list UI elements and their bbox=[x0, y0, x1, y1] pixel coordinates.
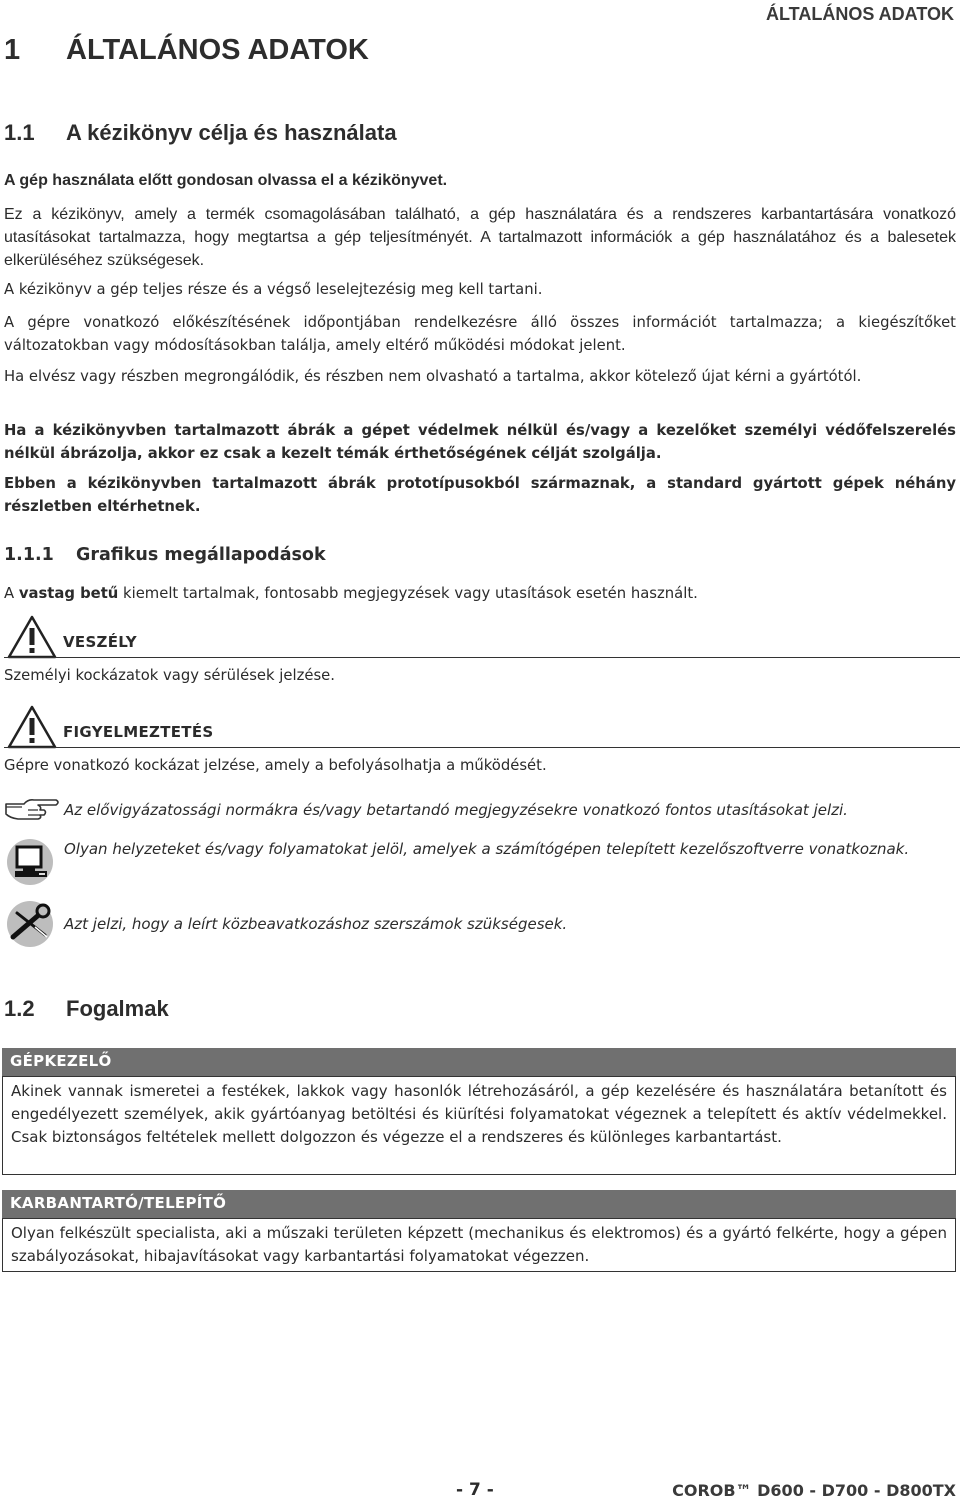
note-text-1: Az elővigyázatossági normákra és/vagy betartandó megjegyzésekre vonatkozó fontos utasításokat jelzi. bbox=[64, 801, 848, 819]
note-text-2: Olyan helyzeteket és/vagy folyamatokat jelöl, amelyek a számítógépen telepített kezelőszoftverre vonatkoznak. bbox=[64, 840, 910, 858]
warning-label: FIGYELMEZTETÉS bbox=[63, 723, 214, 741]
danger-text: Személyi kockázatok vagy sérülések jelzése. bbox=[4, 667, 335, 684]
section-1-1-1-heading bbox=[4, 545, 326, 565]
section-title: A kézikönyv célja és használata bbox=[66, 120, 397, 145]
section-number: 1.1 bbox=[4, 120, 35, 145]
term-header-operator: GÉPKEZELŐ bbox=[2, 1048, 956, 1076]
lead-paragraph: A gép használata előtt gondosan olvassa el a kézikönyvet. bbox=[4, 172, 448, 189]
paragraph-content: A gépre vonatkozó előkészítésének időpontjában rendelkezésre álló összes információt tartalmazza; a kiegészítőket változatokban vagy módosításokban találja, amely eltérő működési módokat jelent. bbox=[4, 314, 956, 354]
pointing-hand-icon bbox=[4, 794, 60, 822]
term-body-operator: Akinek vannak ismeretei a festékek, lakkok vagy hasonlók létrehozásáról, a gép kezelésére és használatára betanított és engedélyezett személyek, akik gyártóanyag betöltési és kiürítési folyamatokat végeznek a telepített és aktív védelmekkel. Csak biztonságos feltételek mellett dolgozzon és végezze el a rendszeres és különleges karbantartást. bbox=[2, 1076, 956, 1175]
intro-pre: A bbox=[4, 585, 19, 602]
chapter-number: 1 bbox=[4, 34, 21, 66]
subsection-number: 1.1.1 bbox=[4, 545, 54, 565]
paragraph-lost: Ha elvész vagy részben megrongálódik, és részben nem olvasható a tartalma, akkor kötelező újat kérni a gyártótól. bbox=[4, 368, 862, 385]
danger-rule bbox=[4, 657, 960, 658]
graphic-conventions-intro bbox=[4, 582, 956, 605]
running-header: ÁLTALÁNOS ADATOK bbox=[766, 4, 954, 24]
paragraph-purpose: Ez a kézikönyv, amely a termék csomagolásában található, a gép használatára és a rendszeres karbantartására vonatkozó utasításokat tartalmazza, hogy megtartsa a gép teljesítményét. A tartalmazott információk a gép használatához és a balesetek elkerüléséhez szükségesek. bbox=[4, 206, 956, 269]
section-number: 1.2 bbox=[4, 996, 35, 1021]
tools-icon bbox=[5, 899, 55, 949]
chapter-title-text: ÁLTALÁNOS ADATOK bbox=[66, 34, 369, 66]
section-1-1-heading bbox=[4, 120, 397, 146]
danger-label: VESZÉLY bbox=[63, 633, 137, 651]
warning-text: Gépre vonatkozó kockázat jelzése, amely a befolyásolhatja a működését. bbox=[4, 757, 547, 774]
term-body-maintainer: Olyan felkészült specialista, aki a műszaki területen képzett (mechanikus és elektromos) és a gyártó felkérte, hogy a gépen szabályozásokat, hibajavításokat vagy karbantartási folyamatokat végezzen. bbox=[2, 1218, 956, 1272]
paragraph-bold-figures: Ha a kézikönyvben tartalmazott ábrák a gépet védelmek nélkül és/vagy a kezelőket személyi védőfelszerelés nélkül ábrázolja, akkor ez csak a kezelt témák érthetőségének célját szolgálja. bbox=[4, 422, 956, 462]
intro-bold: vastag betű bbox=[18, 585, 119, 602]
section-1-2-heading bbox=[4, 996, 169, 1022]
term-header-maintainer: KARBANTARTÓ/TELEPÍTŐ bbox=[2, 1190, 956, 1218]
model-name: COROB™ D600 - D700 - D800TX bbox=[672, 1481, 956, 1500]
warning-triangle-icon bbox=[6, 614, 58, 660]
section-title: Fogalmak bbox=[66, 996, 169, 1021]
note-text-3: Azt jelzi, hogy a leírt közbeavatkozáshoz szerszámok szükségesek. bbox=[64, 915, 568, 933]
computer-icon bbox=[5, 837, 55, 887]
intro-post: kiemelt tartalmak, fontosabb megjegyzések vagy utasítások esetén használt. bbox=[118, 585, 698, 602]
warning-rule bbox=[4, 747, 960, 748]
warning-triangle-icon bbox=[6, 704, 58, 750]
page-number: - 7 - bbox=[456, 1480, 494, 1500]
chapter-title bbox=[4, 34, 369, 67]
paragraph-bold-prototypes: Ebben a kézikönyvben tartalmazott ábrák prototípusokból származnak, a standard gyártott gépek néhány részletben eltérhetnek. bbox=[4, 475, 956, 515]
paragraph-keep: A kézikönyv a gép teljes része és a végső leselejtezésig meg kell tartani. bbox=[4, 281, 543, 298]
subsection-title: Grafikus megállapodások bbox=[76, 545, 326, 565]
